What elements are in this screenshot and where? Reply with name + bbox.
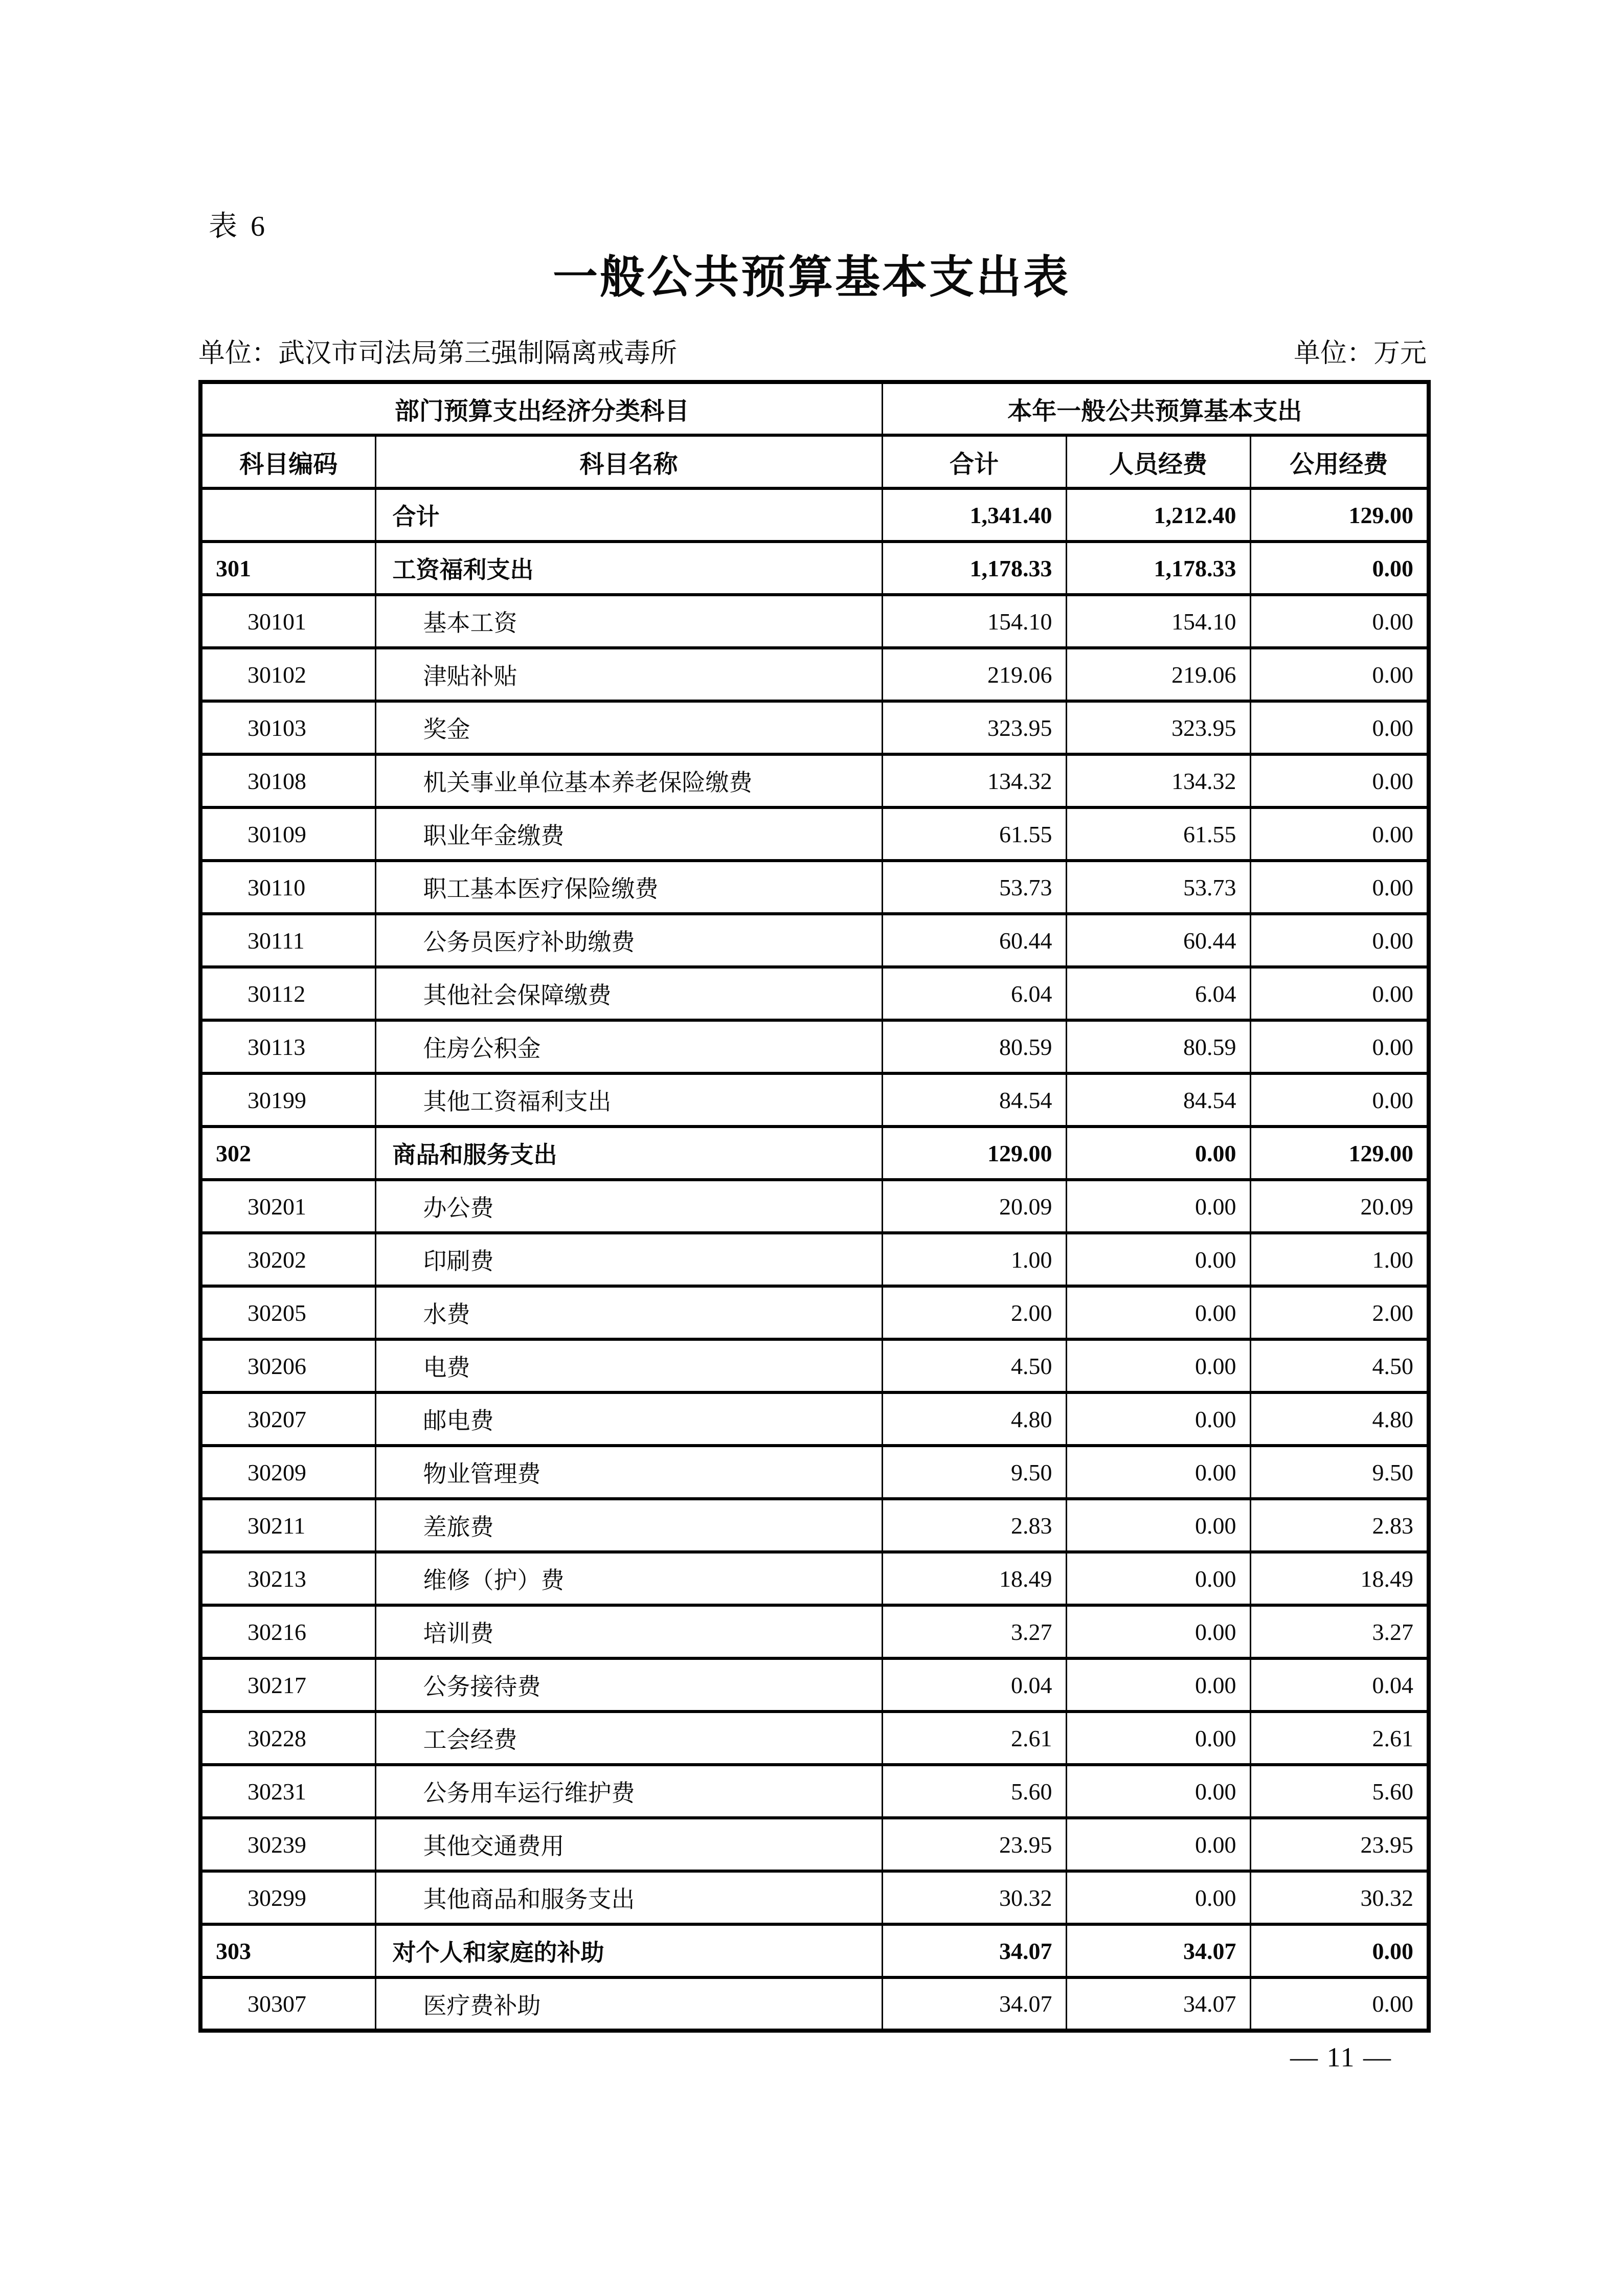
- subject-name-cell: 合计: [375, 488, 882, 542]
- subject-name-cell: 公务接待费: [375, 1658, 882, 1712]
- subject-name-cell: 公务用车运行维护费: [375, 1765, 882, 1818]
- table-number-label: 表 6: [209, 211, 268, 242]
- total-cell: 9.50: [882, 1446, 1066, 1499]
- public-funds-cell: 18.49: [1250, 1552, 1429, 1605]
- subject-code-cell: 30112: [200, 967, 375, 1020]
- table-row: [200, 1871, 1429, 1924]
- personnel-funds-cell: 0.00: [1066, 1127, 1250, 1180]
- personnel-funds-cell: 0.00: [1066, 1605, 1250, 1658]
- public-funds-cell: 3.27: [1250, 1605, 1429, 1658]
- subject-code-cell: 30201: [200, 1180, 375, 1233]
- table-row: [200, 1233, 1429, 1286]
- public-funds-cell: 0.00: [1250, 542, 1429, 595]
- table-row: [200, 1977, 1429, 2031]
- table-row: [200, 861, 1429, 914]
- table-row: [200, 1712, 1429, 1765]
- total-cell: 4.80: [882, 1392, 1066, 1446]
- subject-name-cell: 办公费: [375, 1180, 882, 1233]
- public-funds-cell: 9.50: [1250, 1446, 1429, 1499]
- public-funds-cell: 0.00: [1250, 1924, 1429, 1977]
- subject-code-cell: 30103: [200, 701, 375, 754]
- subject-name-cell: 职业年金缴费: [375, 807, 882, 861]
- table-row: [200, 1605, 1429, 1658]
- table-header-columns-row: [200, 435, 1429, 488]
- table-row: [200, 1658, 1429, 1712]
- subject-name-cell: 职工基本医疗保险缴费: [375, 861, 882, 914]
- budget-table: [198, 380, 1431, 2033]
- personnel-funds-cell: 1,178.33: [1066, 542, 1250, 595]
- personnel-funds-cell: 0.00: [1066, 1658, 1250, 1712]
- subject-code-cell: 30102: [200, 648, 375, 701]
- subject-code-cell: 30299: [200, 1871, 375, 1924]
- public-funds-cell: 0.00: [1250, 1073, 1429, 1127]
- subject-name-cell: 工资福利支出: [375, 542, 882, 595]
- subject-code-cell: 30199: [200, 1073, 375, 1127]
- personnel-funds-cell: 34.07: [1066, 1977, 1250, 2031]
- subject-code-cell: 30307: [200, 1977, 375, 2031]
- total-cell: 23.95: [882, 1818, 1066, 1871]
- total-cell: 4.50: [882, 1339, 1066, 1392]
- table-row: [200, 1765, 1429, 1818]
- subject-code-cell: 30209: [200, 1446, 375, 1499]
- page-title: 一般公共预算基本支出表: [552, 253, 1070, 303]
- public-funds-cell: 2.00: [1250, 1286, 1429, 1339]
- public-funds-cell: 0.00: [1250, 648, 1429, 701]
- table-row: [200, 1073, 1429, 1127]
- table-row: [200, 542, 1429, 595]
- table-row: [200, 1924, 1429, 1977]
- header-group-subject-classification: 部门预算支出经济分类科目: [200, 382, 882, 435]
- total-cell: 2.83: [882, 1499, 1066, 1552]
- public-funds-cell: 0.00: [1250, 1977, 1429, 2031]
- subject-code-cell: 30108: [200, 754, 375, 807]
- public-funds-cell: 0.00: [1250, 1020, 1429, 1073]
- total-cell: 219.06: [882, 648, 1066, 701]
- col-header-subject-name: 科目名称: [375, 435, 882, 488]
- public-funds-cell: 0.00: [1250, 595, 1429, 648]
- public-funds-cell: 0.00: [1250, 701, 1429, 754]
- subject-name-cell: 邮电费: [375, 1392, 882, 1446]
- table-row: [200, 754, 1429, 807]
- total-cell: 5.60: [882, 1765, 1066, 1818]
- public-funds-cell: 4.50: [1250, 1339, 1429, 1392]
- personnel-funds-cell: 0.00: [1066, 1233, 1250, 1286]
- table-row: [200, 1499, 1429, 1552]
- total-cell: 129.00: [882, 1127, 1066, 1180]
- total-cell: 18.49: [882, 1552, 1066, 1605]
- subject-name-cell: 差旅费: [375, 1499, 882, 1552]
- total-cell: 134.32: [882, 754, 1066, 807]
- total-cell: 60.44: [882, 914, 1066, 967]
- public-funds-cell: 2.61: [1250, 1712, 1429, 1765]
- total-cell: 3.27: [882, 1605, 1066, 1658]
- table-row: [200, 1020, 1429, 1073]
- public-funds-cell: 0.00: [1250, 967, 1429, 1020]
- table-row: [200, 1392, 1429, 1446]
- personnel-funds-cell: 0.00: [1066, 1712, 1250, 1765]
- public-funds-cell: 0.00: [1250, 914, 1429, 967]
- public-funds-cell: 0.00: [1250, 861, 1429, 914]
- total-cell: 0.04: [882, 1658, 1066, 1712]
- public-funds-cell: 5.60: [1250, 1765, 1429, 1818]
- total-cell: 84.54: [882, 1073, 1066, 1127]
- subject-code-cell: 30206: [200, 1339, 375, 1392]
- total-cell: 2.00: [882, 1286, 1066, 1339]
- total-cell: 34.07: [882, 1977, 1066, 2031]
- table-header-group-row: [200, 382, 1429, 435]
- subject-name-cell: 奖金: [375, 701, 882, 754]
- personnel-funds-cell: 0.00: [1066, 1286, 1250, 1339]
- public-funds-cell: 0.00: [1250, 807, 1429, 861]
- personnel-funds-cell: 6.04: [1066, 967, 1250, 1020]
- table-row: [200, 488, 1429, 542]
- public-funds-cell: 2.83: [1250, 1499, 1429, 1552]
- personnel-funds-cell: 1,212.40: [1066, 488, 1250, 542]
- col-header-subject-code: 科目编码: [200, 435, 375, 488]
- personnel-funds-cell: 0.00: [1066, 1499, 1250, 1552]
- unit-currency: 单位：万元: [1293, 339, 1427, 368]
- subject-name-cell: 医疗费补助: [375, 1977, 882, 2031]
- personnel-funds-cell: 0.00: [1066, 1818, 1250, 1871]
- table-row: [200, 1446, 1429, 1499]
- total-cell: 154.10: [882, 595, 1066, 648]
- table-row: [200, 1180, 1429, 1233]
- personnel-funds-cell: 53.73: [1066, 861, 1250, 914]
- subject-name-cell: 工会经费: [375, 1712, 882, 1765]
- unit-organization: 单位：武汉市司法局第三强制隔离戒毒所: [198, 339, 678, 368]
- public-funds-cell: 0.00: [1250, 754, 1429, 807]
- subject-code-cell: 30113: [200, 1020, 375, 1073]
- total-cell: 323.95: [882, 701, 1066, 754]
- subject-name-cell: 其他商品和服务支出: [375, 1871, 882, 1924]
- table-row: [200, 807, 1429, 861]
- table-row: [200, 967, 1429, 1020]
- total-cell: 53.73: [882, 861, 1066, 914]
- public-funds-cell: 129.00: [1250, 1127, 1429, 1180]
- subject-name-cell: 其他工资福利支出: [375, 1073, 882, 1127]
- subject-code-cell: 30110: [200, 861, 375, 914]
- subject-code-cell: 30101: [200, 595, 375, 648]
- subject-name-cell: 公务员医疗补助缴费: [375, 914, 882, 967]
- personnel-funds-cell: 134.32: [1066, 754, 1250, 807]
- subject-code-cell: 302: [200, 1127, 375, 1180]
- col-header-public-funds: 公用经费: [1250, 435, 1429, 488]
- table-row: [200, 701, 1429, 754]
- subject-code-cell: 301: [200, 542, 375, 595]
- personnel-funds-cell: 80.59: [1066, 1020, 1250, 1073]
- public-funds-cell: 0.04: [1250, 1658, 1429, 1712]
- subject-code-cell: 30239: [200, 1818, 375, 1871]
- subject-code-cell: 30205: [200, 1286, 375, 1339]
- personnel-funds-cell: 0.00: [1066, 1552, 1250, 1605]
- public-funds-cell: 30.32: [1250, 1871, 1429, 1924]
- personnel-funds-cell: 154.10: [1066, 595, 1250, 648]
- personnel-funds-cell: 60.44: [1066, 914, 1250, 967]
- unit-line: [198, 331, 1427, 370]
- subject-name-cell: 住房公积金: [375, 1020, 882, 1073]
- subject-name-cell: 电费: [375, 1339, 882, 1392]
- col-header-personnel-funds: 人员经费: [1066, 435, 1250, 488]
- subject-code-cell: 30211: [200, 1499, 375, 1552]
- subject-code-cell: 30111: [200, 914, 375, 967]
- subject-name-cell: 对个人和家庭的补助: [375, 1924, 882, 1977]
- total-cell: 20.09: [882, 1180, 1066, 1233]
- public-funds-cell: 4.80: [1250, 1392, 1429, 1446]
- subject-code-cell: 30202: [200, 1233, 375, 1286]
- total-cell: 1,178.33: [882, 542, 1066, 595]
- subject-code-cell: 30109: [200, 807, 375, 861]
- table-row: [200, 648, 1429, 701]
- subject-code-cell: 30228: [200, 1712, 375, 1765]
- total-cell: 61.55: [882, 807, 1066, 861]
- public-funds-cell: 1.00: [1250, 1233, 1429, 1286]
- table-row: [200, 1339, 1429, 1392]
- page-number: — 11 —: [1290, 2042, 1392, 2073]
- total-cell: 34.07: [882, 1924, 1066, 1977]
- subject-name-cell: 机关事业单位基本养老保险缴费: [375, 754, 882, 807]
- total-cell: 1.00: [882, 1233, 1066, 1286]
- total-cell: 1,341.40: [882, 488, 1066, 542]
- personnel-funds-cell: 0.00: [1066, 1446, 1250, 1499]
- personnel-funds-cell: 323.95: [1066, 701, 1250, 754]
- subject-code-cell: 30216: [200, 1605, 375, 1658]
- subject-code-cell: 30231: [200, 1765, 375, 1818]
- personnel-funds-cell: 0.00: [1066, 1871, 1250, 1924]
- personnel-funds-cell: 61.55: [1066, 807, 1250, 861]
- table-row: [200, 1552, 1429, 1605]
- table-row: [200, 595, 1429, 648]
- table-body: [200, 488, 1429, 2031]
- col-header-total: 合计: [882, 435, 1066, 488]
- table-row: [200, 1127, 1429, 1180]
- subject-name-cell: 其他交通费用: [375, 1818, 882, 1871]
- table-row: [200, 1818, 1429, 1871]
- subject-name-cell: 基本工资: [375, 595, 882, 648]
- table-row: [200, 914, 1429, 967]
- personnel-funds-cell: 0.00: [1066, 1392, 1250, 1446]
- subject-code-cell: 30207: [200, 1392, 375, 1446]
- public-funds-cell: 129.00: [1250, 488, 1429, 542]
- subject-name-cell: 印刷费: [375, 1233, 882, 1286]
- subject-name-cell: 维修（护）费: [375, 1552, 882, 1605]
- subject-code-cell: 30217: [200, 1658, 375, 1712]
- personnel-funds-cell: 219.06: [1066, 648, 1250, 701]
- total-cell: 2.61: [882, 1712, 1066, 1765]
- subject-code-cell: 30213: [200, 1552, 375, 1605]
- subject-name-cell: 水费: [375, 1286, 882, 1339]
- subject-name-cell: 津贴补贴: [375, 648, 882, 701]
- personnel-funds-cell: 0.00: [1066, 1180, 1250, 1233]
- subject-name-cell: 物业管理费: [375, 1446, 882, 1499]
- personnel-funds-cell: 0.00: [1066, 1339, 1250, 1392]
- personnel-funds-cell: 34.07: [1066, 1924, 1250, 1977]
- public-funds-cell: 23.95: [1250, 1818, 1429, 1871]
- subject-name-cell: 商品和服务支出: [375, 1127, 882, 1180]
- header-group-current-year-expenditure: 本年一般公共预算基本支出: [882, 382, 1429, 435]
- table-header: [200, 382, 1429, 488]
- personnel-funds-cell: 84.54: [1066, 1073, 1250, 1127]
- table-row: [200, 1286, 1429, 1339]
- subject-name-cell: 培训费: [375, 1605, 882, 1658]
- total-cell: 6.04: [882, 967, 1066, 1020]
- public-funds-cell: 20.09: [1250, 1180, 1429, 1233]
- subject-code-cell: 303: [200, 1924, 375, 1977]
- personnel-funds-cell: 0.00: [1066, 1765, 1250, 1818]
- total-cell: 30.32: [882, 1871, 1066, 1924]
- subject-code-cell: [200, 488, 375, 542]
- total-cell: 80.59: [882, 1020, 1066, 1073]
- subject-name-cell: 其他社会保障缴费: [375, 967, 882, 1020]
